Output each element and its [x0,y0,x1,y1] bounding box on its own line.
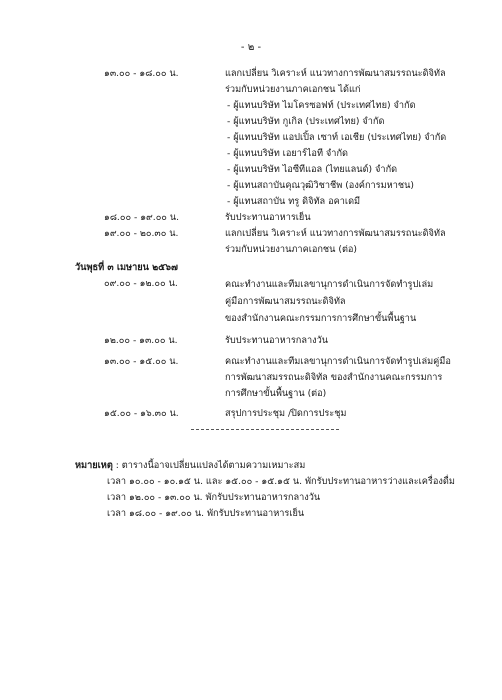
participant-item: - ผู้แทนสถาบัน ทรู ดิจิทัล อคาเดมี [227,196,361,207]
activity-text [225,210,465,226]
remarks-line: เวลา ๑๐.๐๐ - ๑๐.๑๕ น. และ ๑๕.๐๐ - ๑๕.๑๕ น. พักรับประทานอาหารว่างและเครื่องดื่ม [107,476,455,487]
participant-item: - ผู้แทนบริษัท แอปเปิ้ล เซาท์ เอเชีย (ประเทศไทย) จำกัด [227,132,447,143]
activity-text [225,226,465,258]
remarks-line: เวลา ๑๘.๐๐ - ๑๙.๐๐ น. พักรับประทานอาหารเย็น [107,508,305,519]
participant-item: - ผู้แทนบริษัท ไอซีทีแอล (ไทยแลนด์) จำกัด [227,164,398,175]
schedule-row [0,210,502,226]
activity-line: ร่วมกับหน่วยงานภาคเอกชน (ต่อ) [225,244,358,255]
day-heading: วันพุธที่ ๓ เมษายน ๒๕๖๗ [75,262,178,273]
activity-line: แลกเปลี่ยน วิเคราะห์ แนวทางการพัฒนาสมรรถนะดิจิทัล [225,68,446,79]
activity-line: คู่มือการพัฒนาสมรรถนะดิจิทัล [225,296,346,307]
time-slot: ๑๓.๐๐ - ๑๕.๐๐ น. [104,356,179,367]
schedule-row [0,276,502,327]
remarks-line: เวลา ๑๒.๐๐ - ๑๓.๐๐ น. พักรับประทานอาหารกลางวัน [107,492,321,503]
participant-item: - ผู้แทนบริษัท เอยาร์ไอที จำกัด [227,148,348,159]
activity-line: ร่วมกับหน่วยงานภาคเอกชน ได้แก่ [225,84,361,95]
activity-line: รับประทานอาหารเย็น [225,212,311,223]
activity-text [225,333,465,349]
activity-line: รับประทานอาหารกลางวัน [225,335,329,346]
schedule-row [0,333,502,349]
page-number: - ๒ - [240,42,262,53]
time-slot: ๑๙.๐๐ - ๒๐.๓๐ น. [104,228,179,239]
remarks-intro: : ตารางนี้อาจเปลี่ยนแปลงได้ตามความเหมาะสม [112,460,306,471]
activity-text [225,354,465,402]
schedule-row [0,406,502,422]
activity-line: คณะทำงานและทีมเลขานุการดำเนินการจัดทำรูปเล่ม [225,279,434,290]
activity-text [225,66,465,210]
schedule-row [0,66,502,210]
activity-text [225,276,465,327]
schedule-table [0,66,502,422]
time-slot: ๑๘.๐๐ - ๑๙.๐๐ น. [104,212,180,223]
activity-line: สรุปการประชุม /ปิดการประชุม [225,408,347,419]
participant-item: - ผู้แทนบริษัท ไมโครซอฟท์ (ประเทศไทย) จำกัด [227,100,416,111]
activity-line: คณะทำงานและทีมเลขานุการดำเนินการจัดทำรูปเล่มคู่มือ [225,356,451,367]
activity-line: ของสำนักงานคณะกรรมการการศึกษาขั้นพื้นฐาน [225,313,417,324]
participant-item: - ผู้แทนสถาบันคุณวุฒิวิชาชีพ (องค์การมหาชน) [227,180,414,191]
participant-item: - ผู้แทนบริษัท กูเกิล (ประเทศไทย) จำกัด [227,116,385,127]
time-slot: ๐๙.๐๐ - ๑๒.๐๐ น. [104,278,178,289]
schedule-row [0,354,502,402]
remarks-label: หมายเหตุ [75,460,113,471]
time-slot: ๑๒.๐๐ - ๑๓.๐๐ น. [104,335,178,346]
section-divider [191,429,339,430]
time-slot: ๑๕.๐๐ - ๑๖.๓๐ น. [104,408,179,419]
activity-line: แลกเปลี่ยน วิเคราะห์ แนวทางการพัฒนาสมรรถนะดิจิทัล [225,228,446,239]
remarks-section [0,458,502,522]
time-slot: ๑๓.๐๐ - ๑๘.๐๐ น. [104,68,179,79]
activity-text [225,406,465,422]
activity-line: การพัฒนาสมรรถนะดิจิทัล ของสำนักงานคณะกรรมการ [225,372,443,383]
schedule-row [0,226,502,258]
activity-line: การศึกษาขั้นพื้นฐาน (ต่อ) [225,388,327,399]
remarks-heading [0,458,502,474]
